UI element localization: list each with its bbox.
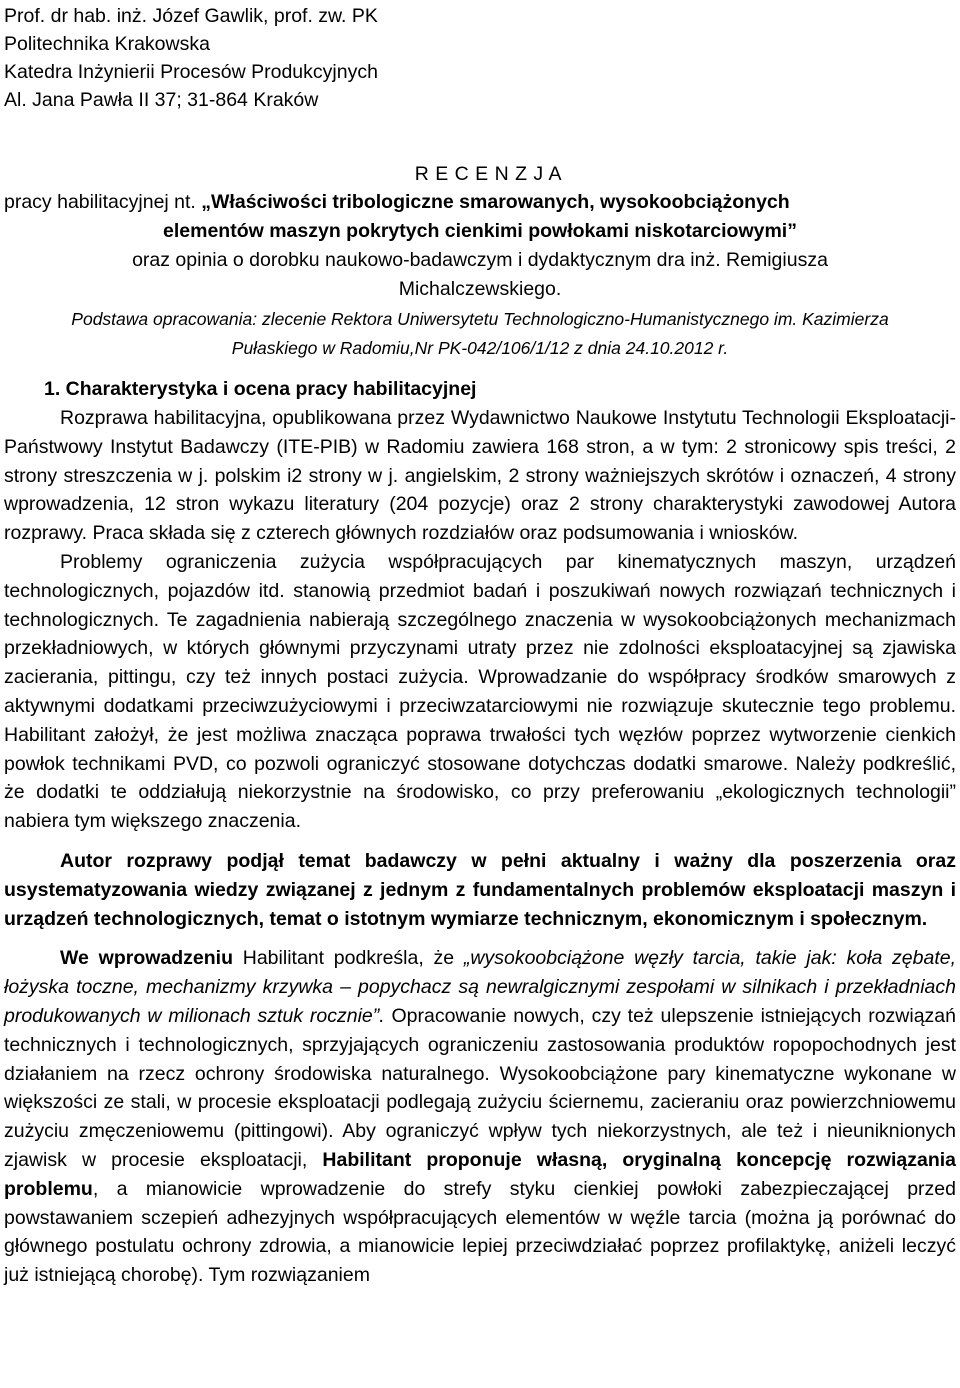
- paragraph-4-text-2: Opracowanie nowych, czy też ulepszenie istniejących rozwiązań technicznych i technologicznych, sprzyjających ograniczeniu zastosowania produktów ropopochodnych jest działaniem na rzecz ochrony środowiska naturalnego. Wysokoobciążone pary kinematyczne wykonane w większości ze stali, w procesie eksploatacji podlegają zużyciu ściernemu, zacieraniu oraz powierzchniowemu zużyciu zmęczeniowemu (pittingowi). Aby ograniczyć wpływ tych niekorzystnych, ale też i nieuniknionych zjawisk w procesie eksploatacji,: [4, 1004, 956, 1171]
- section-1-body: [4, 404, 956, 1290]
- section-1-heading: 1. Charakterystyka i ocena pracy habilitacyjnej: [44, 378, 477, 400]
- subject-line-4: Michalczewskiego.: [398, 278, 562, 300]
- thesis-title-part-2: elementów maszyn pokrytych cienkimi powłokami niskotarciowymi”: [163, 220, 797, 242]
- paragraph-4: [4, 944, 956, 1290]
- thesis-title-part-1: „Właściwości tribologiczne smarowanych, wysokoobciążonych: [201, 191, 790, 213]
- reviewer-address: Al. Jana Pawła II 37; 31-864 Kraków: [4, 89, 319, 111]
- paragraph-1: Rozprawa habilitacyjna, opublikowana przez Wydawnictwo Naukowe Instytutu Technologii Eksploatacji-Państwowy Instytut Badawczy (ITE-PIB) w Radomiu zawiera 168 stron, a w tym: 2 stronicowy spis treści, 2 strony streszczenia w j. polskim i2 strony w j. angielskim, 2 strony ważniejszych skrótów i oznaczeń, 4 strony wprowadzenia, 12 stron wykazu literatury (204 pozycje) oraz 2 strony charakterystyki zawodowej Autora rozprawy. Praca składa się z czterech głównych rozdziałów oraz podsumowania i wniosków.: [4, 407, 956, 545]
- paragraph-4-text-3: , a mianowicie wprowadzenie do strefy styku cienkiej powłoki zabezpieczającej przed powstawaniem sczepień adhezyjnych współpracujących elementów w węźle tarcia (można ją porównać do głównego postulatu ochrony zdrowia, a mianowicie lepiej przeciwdziałać poprzez profilaktykę, aniżeli leczyć już istniejącą chorobę). Tym rozwiązaniem: [4, 1177, 956, 1287]
- paragraph-2: Problemy ograniczenia zużycia współpracujących par kinematycznych maszyn, urządzeń technologicznych, pojazdów itd. stanowią przedmiot badań i poszukiwań nowych rozwiązań technicznych i technologicznych. Te zagadnienia nabierają szczególnego znaczenia w wysokoobciążonych mechanizmach przekładniowych, w których głównymi przyczynami utraty przez nie zdolności eksploatacyjnej są zjawiska zacierania, pittingu, czy też innych postaci zużycia. Wprowadzanie do współpracy środków smarowych z aktywnymi dodatkami przeciwzużyciowymi i przeciwzatarciowymi nie rozwiązuje skutecznie tego problemu. Habilitant założył, że jest możliwa znacząca poprawa trwałości tych węzłów poprzez wytworzenie cienkich powłok technikami PVD, co pozwoli ograniczyć stosowane dotychczas dodatki smarowe. Należy podkreślić, że dodatki te oddziałują niekorzystnie na środowisko, co przy preferowaniu „ekologicznych technologii” nabiera tym większego znaczenia.: [4, 550, 956, 833]
- paragraph-4-text-1: Habilitant podkreśla, że: [233, 947, 464, 970]
- document-title: R E C E N Z J A: [414, 163, 562, 185]
- introduction-lead: We wprowadzeniu: [60, 947, 233, 970]
- paragraph-4-quote: „wysokoobciążone węzły tarcia, takie jak: koła zębate, łożyska toczne, mechanizmy krzywka – popychacz są newralgicznymi zespołami w silnikach i przekładniach produkowanych w milionach sztuk rocznie”.: [4, 947, 957, 1027]
- basis-line-1: Podstawa opracowania: zlecenie Rektora Uniwersytetu Technologiczno-Humanistycznego im. Kazimierza: [71, 309, 889, 329]
- reviewer-header: [4, 0, 956, 114]
- reviewer-department: Katedra Inżynierii Procesów Produkcyjnych: [4, 61, 378, 83]
- subject-line-1: [4, 188, 956, 217]
- paragraph-3: Autor rozprawy podjął temat badawczy w pełni aktualny i ważny dla poszerzenia oraz usystematyzowania wiedzy związanej z jednym z fundamentalnych problemów eksploatacji maszyn i urządzeń technologicznych, temat o istotnym wymiarze technicznym, ekonomicznym i społecznym.: [4, 849, 956, 930]
- paragraph-4-emphasis: Habilitant proponuje własną, oryginalną koncepcję rozwiązania problemu: [4, 1148, 957, 1200]
- basis-line-2: Pułaskiego w Radomiu,Nr PK-042/106/1/12 z dnia 24.10.2012 r.: [231, 338, 729, 358]
- reviewer-university: Politechnika Krakowska: [4, 33, 210, 55]
- reviewer-name: Prof. dr hab. inż. Józef Gawlik, prof. zw. PK: [4, 5, 378, 27]
- review-basis: [4, 305, 956, 363]
- subject-intro: pracy habilitacyjnej nt.: [4, 191, 196, 213]
- subject-line-3: oraz opinia o dorobku naukowo-badawczym i dydaktycznym dra inż. Remigiusza: [132, 249, 828, 271]
- review-subject: [4, 188, 956, 304]
